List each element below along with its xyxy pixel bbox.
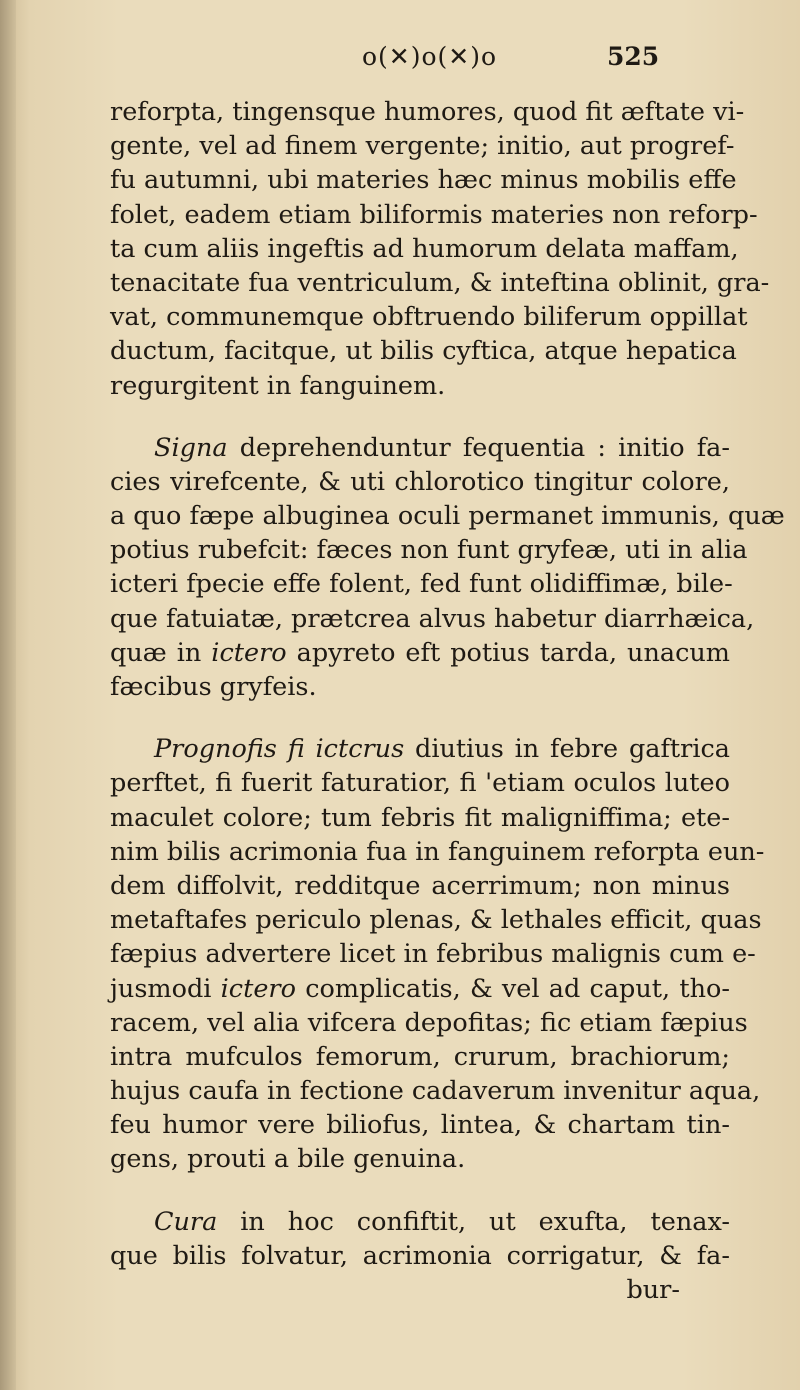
text-span: que bilis folvatur, acrimonia corrigatur, & fa- [110, 1240, 730, 1271]
text-span: quæ in [110, 637, 212, 668]
italic-term: ictero [220, 973, 296, 1004]
body-text [110, 95, 785, 1307]
text-line [110, 801, 730, 835]
text-span: regurgitent in fanguinem. [110, 370, 446, 401]
text-line [110, 567, 733, 601]
paragraph [110, 1205, 730, 1273]
text-line [110, 1205, 730, 1239]
text-span: icteri fpecie effe folent, fed funt olidiffimæ, bile- [110, 569, 733, 600]
text-span: feu humor vere biliofus, lintea, & chartam tin- [110, 1110, 730, 1141]
text-span: diutius in febre gaftrica [404, 734, 730, 765]
text-line [110, 1239, 730, 1273]
paragraph [110, 431, 785, 705]
text-line [110, 499, 785, 533]
text-line [110, 95, 745, 129]
text-line [110, 129, 735, 163]
text-line [110, 266, 770, 300]
text-span: vat, communemque obftruendo biliferum oppillat [110, 302, 748, 333]
text-line [110, 533, 748, 567]
text-line [110, 1108, 730, 1142]
catchword: bur- [626, 1275, 680, 1305]
text-span: folet, eadem etiam biliformis materies non reforp- [110, 199, 758, 230]
text-span: metaftafes periculo plenas, & lethales efficit, quas [110, 905, 762, 936]
page-number: 525 [607, 42, 660, 71]
text-line [110, 835, 765, 869]
paragraph-gap [110, 403, 730, 431]
text-span: reforpta, tingensque humores, quod fit æftate vi- [110, 97, 745, 127]
text-span: apyreto eft potius tarda, unacum [286, 637, 730, 668]
text-line [110, 369, 730, 403]
text-line [110, 465, 730, 499]
text-span: ta cum aliis ingeftis ad humorum delata maffam, [110, 233, 739, 264]
text-line [110, 1040, 730, 1074]
paragraph [110, 95, 770, 403]
text-span: tenacitate fua ventriculum, & inteftina oblinit, gra- [110, 267, 770, 298]
text-line [110, 766, 730, 800]
italic-term: ictero [211, 637, 287, 668]
text-line [110, 431, 730, 465]
header-ornament: o(✕)o(✕)o [362, 42, 498, 71]
text-span: hujus caufa in fectione cadaverum invenitur aqua, [110, 1076, 761, 1107]
section-lead-word: Prognofis fi ictcrus [154, 734, 405, 765]
text-span: a quo fæpe albuginea oculi permanet immunis, quæ [110, 501, 785, 532]
paragraph [110, 732, 765, 1176]
text-span: gens, prouti a bile genuina. [110, 1144, 466, 1175]
section-lead-word: Signa [154, 432, 228, 463]
text-line [110, 732, 730, 766]
text-span: gente, vel ad finem vergente; initio, aut progref- [110, 131, 735, 162]
text-span: jusmodi [110, 973, 221, 1004]
text-line [110, 163, 737, 197]
text-line [110, 300, 748, 334]
text-line [110, 232, 739, 266]
page-gutter [0, 0, 16, 1390]
text-span: potius rubefcit: fæces non funt gryfeæ, uti in alia [110, 535, 748, 566]
text-line [110, 198, 758, 232]
text-span: complicatis, & vel ad caput, tho- [295, 973, 730, 1004]
text-line [110, 937, 756, 971]
text-span: maculet colore; tum febris fit maligniffima; ete- [110, 802, 730, 833]
text-line [110, 903, 762, 937]
text-span: in hoc confiftit, ut exufta, tenax- [217, 1206, 730, 1237]
text-span: fu autumni, ubi materies hæc minus mobilis effe [110, 165, 737, 196]
text-span: dem diffolvit, redditque acerrimum; non minus [110, 870, 730, 901]
text-line [110, 1006, 748, 1040]
paragraph-gap [110, 1177, 730, 1205]
section-lead-word: Cura [154, 1206, 218, 1237]
running-header [0, 42, 800, 82]
text-line [110, 334, 737, 368]
text-span: cies virefcente, & uti chlorotico tingitur colore, [110, 466, 730, 497]
text-line [110, 1074, 761, 1108]
text-span: racem, vel alia vifcera depofitas; fic etiam fæpius [110, 1007, 748, 1038]
text-span: perftet, fi fuerit faturatior, fi 'etiam oculos luteo [110, 768, 730, 799]
text-line [110, 972, 730, 1006]
paragraph-gap [110, 704, 730, 732]
text-span: intra mufculos femorum, crurum, brachiorum; [110, 1041, 730, 1072]
text-span: que fatuiatæ, prætcrea alvus habetur diarrhæica, [110, 603, 755, 634]
text-span: deprehenduntur fequentia : initio fa- [227, 432, 730, 463]
text-line [110, 1142, 730, 1176]
text-line [110, 636, 730, 670]
text-span: ductum, facitque, ut bilis cyftica, atque hepatica [110, 336, 737, 367]
text-line [110, 670, 730, 704]
text-span: fæcibus gryfeis. [110, 672, 317, 702]
text-line [110, 869, 730, 903]
text-span: fæpius advertere licet in febribus malignis cum e- [110, 939, 756, 970]
text-line [110, 602, 755, 636]
text-span: nim bilis acrimonia fua in fanguinem reforpta eun- [110, 836, 765, 867]
